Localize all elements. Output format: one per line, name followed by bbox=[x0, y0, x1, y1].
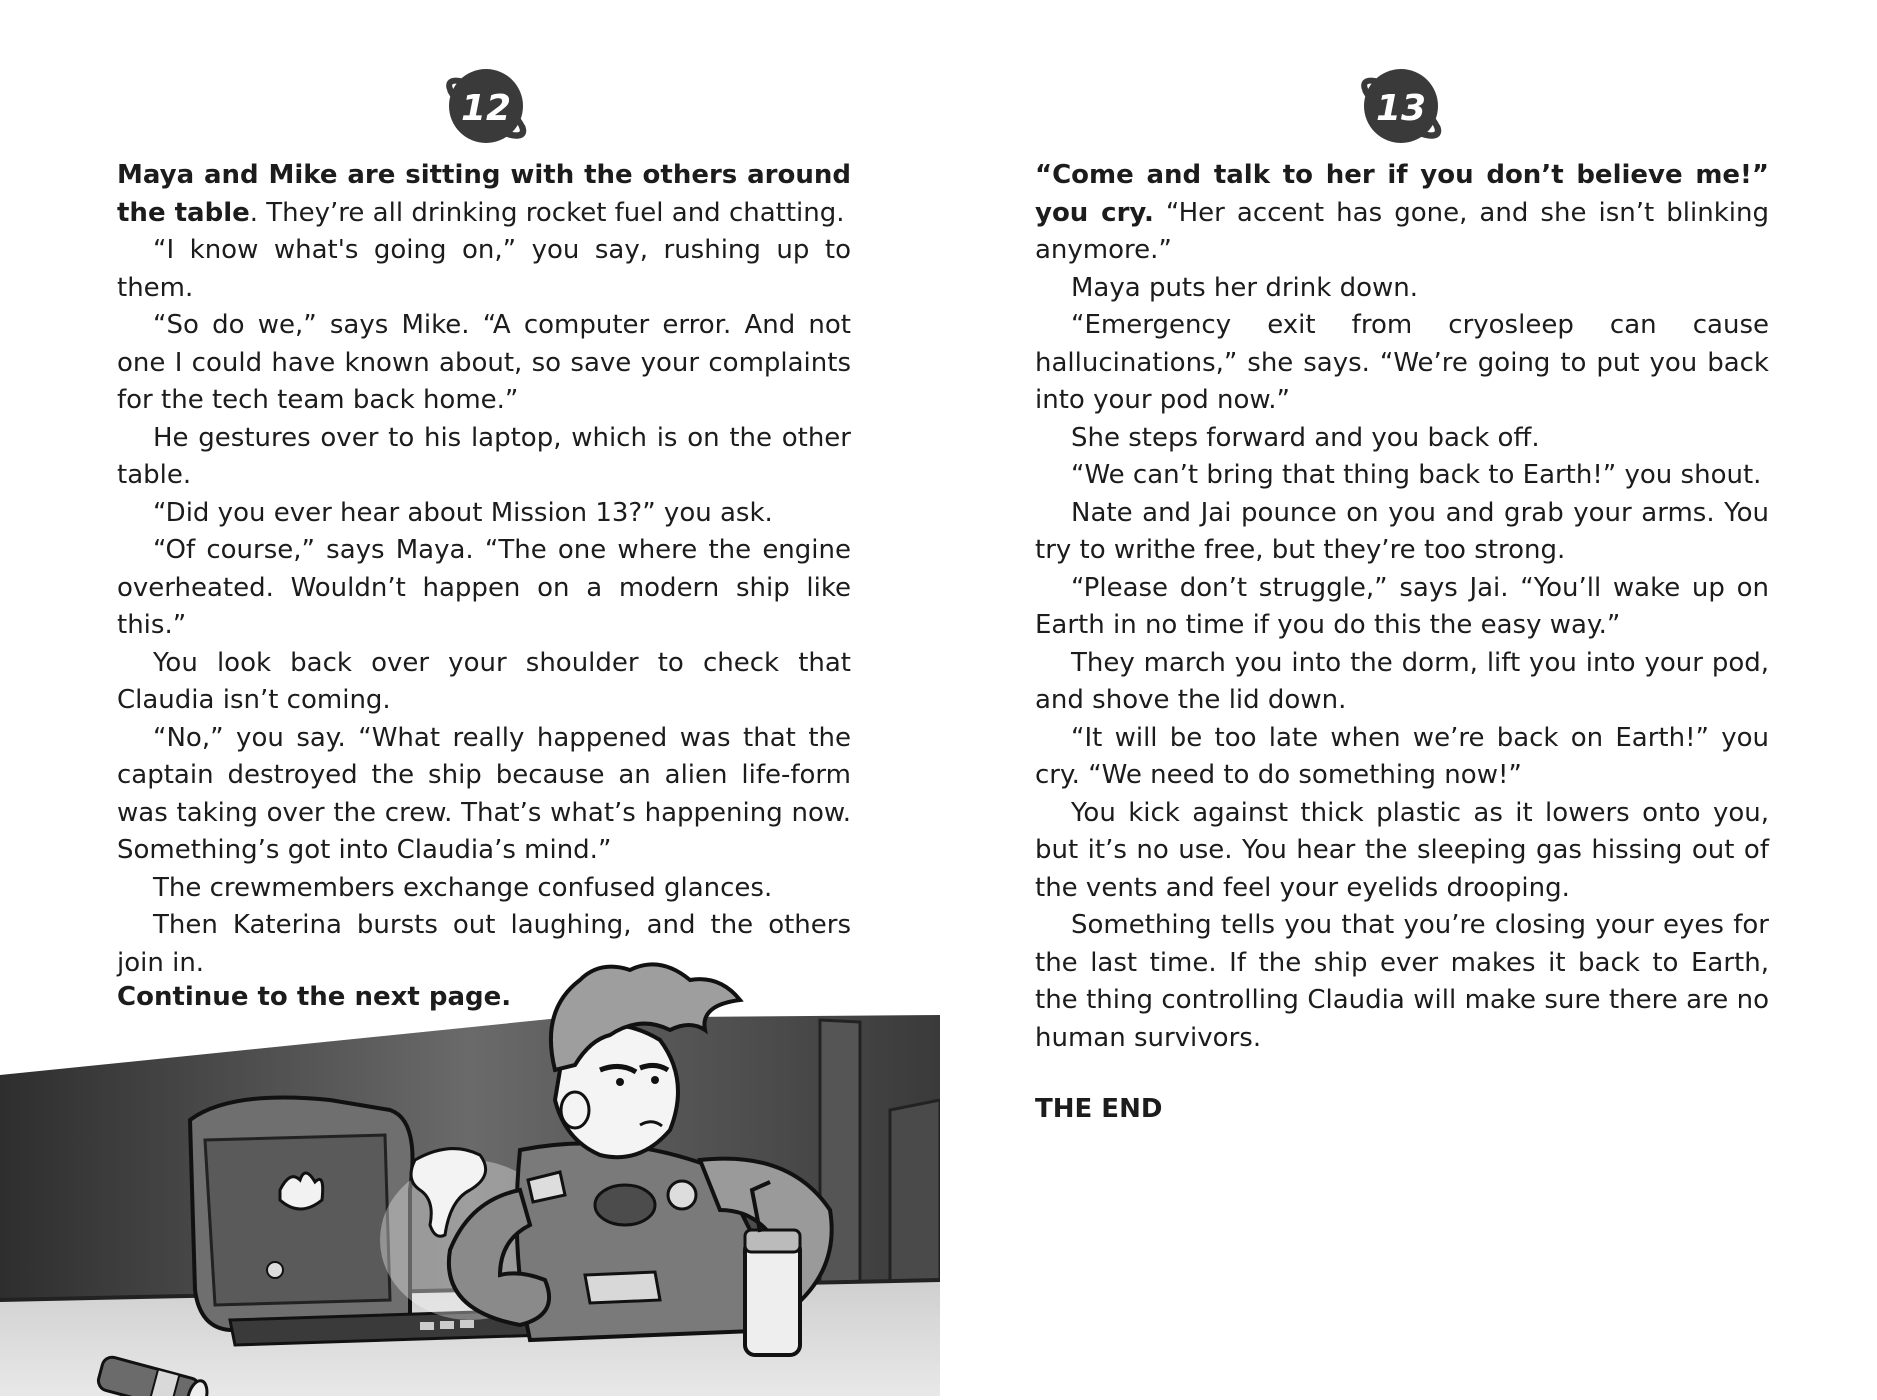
paragraph: “We can’t bring that thing back to Earth!” you shout. bbox=[1071, 460, 1762, 490]
paragraph: “No,” you say. “What really happened was that the captain destroyed the ship because an alien life-form was taking over the crew. That’s what’s happening now. Something’s got into Claudia’s mind.” bbox=[117, 722, 851, 865]
opening-paragraph bbox=[117, 157, 851, 232]
opening-text: “Her accent has gone, and she isn’t blinking anymore.” bbox=[1035, 197, 1769, 265]
paragraph: “Please don’t struggle,” says Jai. “You’ll wake up on Earth in no time if you do this the easy way.” bbox=[1035, 572, 1769, 640]
continue-instruction: Continue to the next page. bbox=[117, 982, 512, 1012]
paragraph: You look back over your shoulder to check that Claudia isn’t coming. bbox=[117, 647, 851, 715]
left-page bbox=[0, 0, 940, 1396]
paragraph: She steps forward and you back off. bbox=[1071, 422, 1540, 453]
page-number: 13 bbox=[1375, 87, 1427, 129]
paragraph: You kick against thick plastic as it lowers onto you, but it’s no use. You hear the sleeping gas hissing out of the vents and feel your eyelids drooping. bbox=[1035, 797, 1769, 903]
paragraph: “It will be too late when we’re back on Earth!” you cry. “We need to do something now!” bbox=[1035, 722, 1769, 790]
right-page-text bbox=[1035, 157, 1769, 1057]
page-number-badge bbox=[1355, 60, 1447, 148]
the-end-label: THE END bbox=[1035, 1094, 1163, 1124]
paragraph: Something tells you that you’re closing your eyes for the last time. If the ship ever makes it back to Earth, the thing controlling Claudia will make sure there are no human survivors. bbox=[1035, 910, 1769, 1053]
paragraph: He gestures over to his laptop, which is on the other table. bbox=[117, 422, 851, 490]
opening-bold-text: Maya and Mike are sitting with the others around the table bbox=[117, 160, 851, 228]
paragraph: They march you into the dorm, lift you into your pod, and shove the lid down. bbox=[1035, 647, 1769, 715]
paragraph: “Emergency exit from cryosleep can cause hallucinations,” she says. “We’re going to put you back into your pod now.” bbox=[1035, 310, 1769, 415]
page-number: 12 bbox=[460, 87, 512, 129]
opening-text: . They’re all drinking rocket fuel and chatting. bbox=[249, 197, 845, 228]
paragraph: Nate and Jai pounce on you and grab your arms. You try to writhe free, but they’re too strong. bbox=[1035, 497, 1769, 565]
crew-illustration bbox=[0, 950, 940, 1396]
paragraph: The crewmembers exchange confused glances. bbox=[153, 872, 773, 903]
paragraph: “So do we,” says Mike. “A computer error. And not one I could have known about, so save your complaints for the tech team back home.” bbox=[117, 310, 851, 415]
paragraph: “I know what's going on,” you say, rushing up to them. bbox=[117, 235, 851, 303]
opening-bold-text: “Come and talk to her if you don’t believe me!” you cry. bbox=[1035, 160, 1769, 228]
right-page bbox=[940, 0, 1877, 1396]
paragraph: Maya puts her drink down. bbox=[1071, 272, 1419, 303]
paragraph: Then Katerina bursts out laughing, and the others join in. bbox=[117, 910, 851, 978]
page-number-badge bbox=[440, 60, 532, 148]
left-page-text bbox=[117, 157, 851, 982]
paragraph: “Did you ever hear about Mission 13?” you ask. bbox=[153, 497, 773, 528]
opening-paragraph bbox=[1035, 157, 1769, 270]
paragraph: “Of course,” says Maya. “The one where the engine overheated. Wouldn’t happen on a modern ship like this.” bbox=[117, 535, 851, 640]
